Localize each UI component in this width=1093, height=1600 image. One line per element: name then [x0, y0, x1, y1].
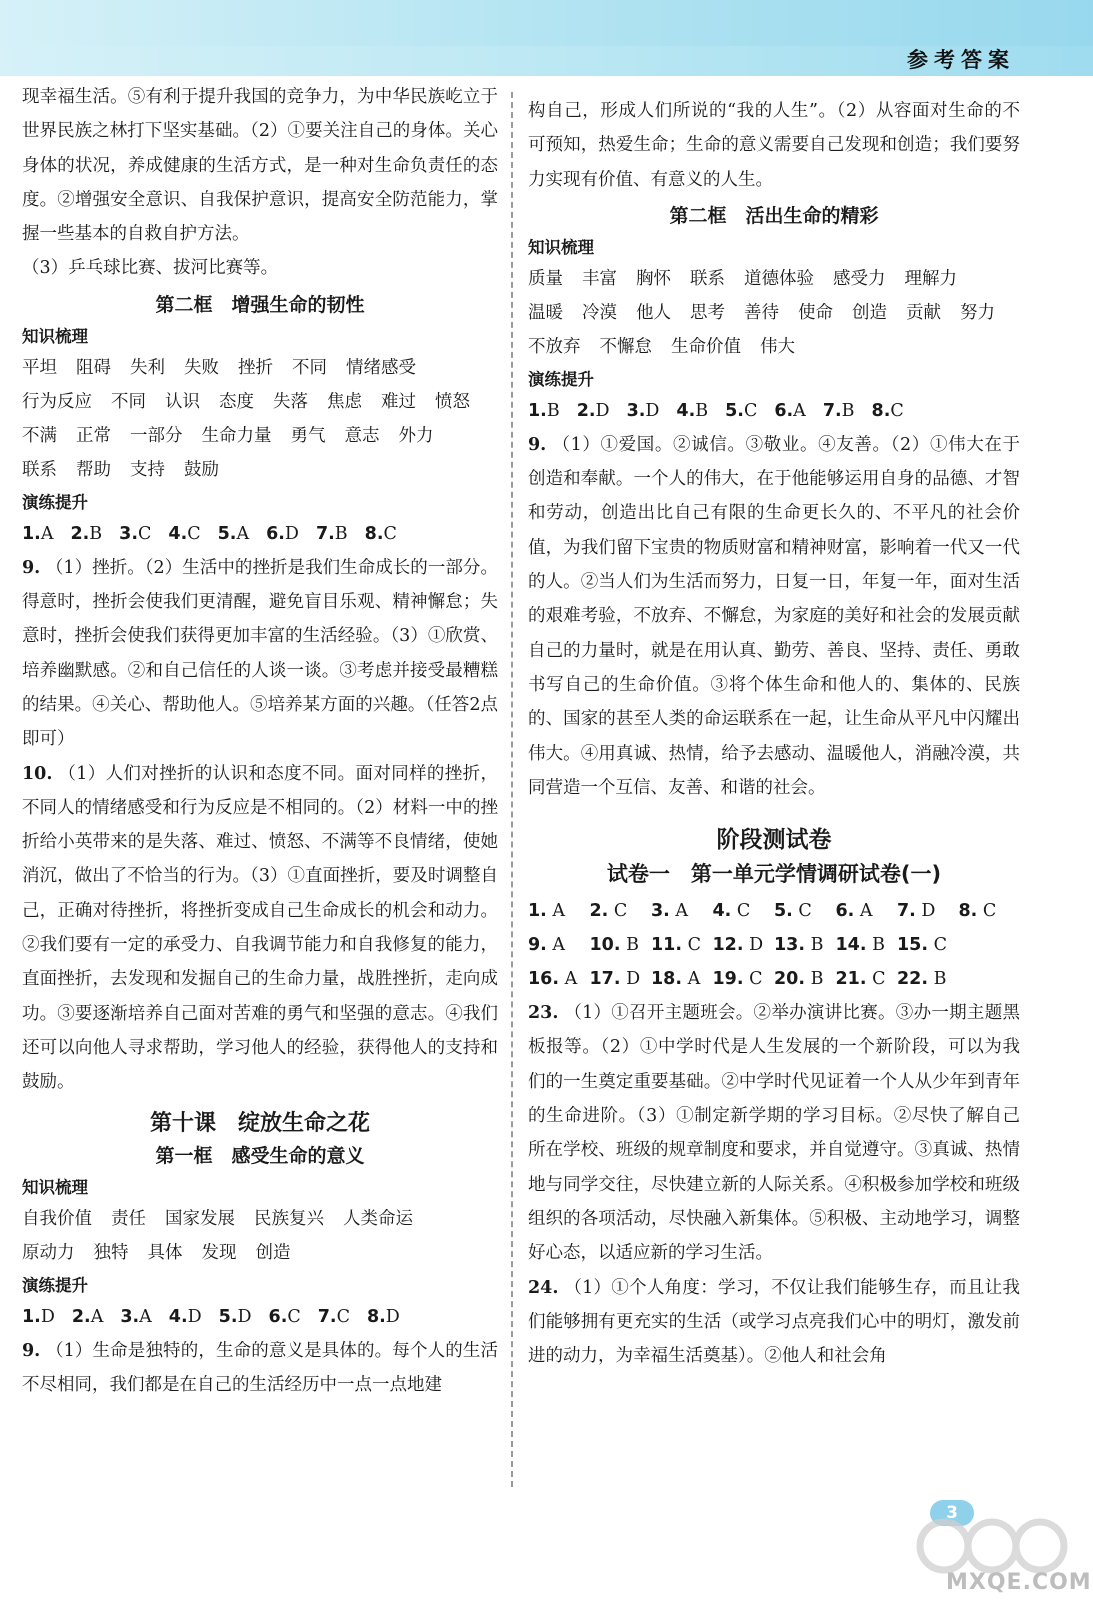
term: 道德体验: [744, 268, 814, 289]
right-column: [528, 94, 1020, 1373]
right-intro-paragraph: 构自己，形成人们所说的“我的人生”。（2）从容面对生命的不可预知，热爱生命；生命的意义需要自己发现和创造；我们要努力实现有价值、有意义的人生。: [528, 101, 1020, 190]
answer-number: 6.: [774, 400, 794, 421]
knowledge-label: 知识梳理: [22, 326, 88, 346]
knowledge-terms: [22, 351, 498, 487]
answer-letter: C: [743, 400, 758, 421]
term: 发现: [201, 1242, 237, 1263]
term: 失败: [184, 357, 219, 378]
answer-item: [774, 394, 805, 428]
term: 国家发展: [165, 1208, 235, 1229]
term: 温暖: [528, 302, 563, 323]
answer-item: [367, 1300, 400, 1334]
term: 贡献: [906, 302, 941, 323]
answer-letter: C: [682, 935, 701, 956]
left-intro-paragraph: 现幸福生活。⑤有利于提升我国的竞争力，为中华民族屹立于世界民族之林打下坚实基础。（2）①要关注自己的身体。关心身体的状况，养成健康的生活方式，是一种对生命负责任的态度。②增强安全意识、自我保护意识，提高安全防范能力，掌握一些基本的自救自护方法。: [22, 87, 498, 245]
answer-number: 1.: [528, 400, 547, 421]
answer-number: 14.: [835, 935, 867, 956]
answer-number: 15.: [897, 935, 929, 956]
answer-letter: D: [915, 901, 936, 922]
answer-number: 3.: [651, 901, 670, 922]
question-23: [528, 996, 1020, 1270]
term: 勇气: [290, 425, 326, 446]
term: 具体: [147, 1242, 183, 1263]
answer-letter: C: [287, 1306, 301, 1327]
answer-item: [897, 962, 959, 996]
section-title-resilience: 第二框 增强生命的韧性: [155, 293, 365, 316]
term: 善待: [744, 302, 779, 323]
term: 态度: [219, 391, 254, 412]
answer-number: 7.: [317, 1306, 337, 1327]
answer-letter: C: [977, 901, 997, 922]
term: 焦虑: [327, 391, 362, 412]
answer-number: 8.: [871, 400, 891, 421]
answer-letter: D: [385, 1306, 400, 1327]
answer-item: [959, 894, 1021, 928]
answer-item: [577, 394, 610, 428]
answer-number: 20.: [774, 969, 806, 990]
answer-number: 5.: [217, 523, 237, 544]
answer-item: [590, 894, 652, 928]
answer-number: 7.: [822, 400, 842, 421]
answer-item: [713, 962, 775, 996]
answer-item: [713, 928, 775, 962]
answer-letter: D: [40, 1306, 55, 1327]
section-title-meaning: 第一框 感受生命的意义: [155, 1144, 365, 1167]
answer-letter: D: [743, 935, 764, 956]
question-text: （1）①个人角度：学习，不仅让我们能够生存，而且让我们能够拥有更充实的生活（或学习点亮我们心中的明灯，激发前进的动力，为幸福生活奠基）。②他人和社会角: [528, 1277, 1020, 1367]
answer-number: 19.: [712, 969, 744, 990]
lesson-title: 第十课 绽放生命之花: [149, 1110, 370, 1136]
page-number: 3: [930, 1500, 974, 1526]
answer-letter: C: [743, 969, 763, 990]
knowledge-label: 知识梳理: [528, 237, 594, 257]
term: 不放弃: [528, 336, 581, 357]
answer-letter: B: [546, 400, 560, 421]
answer-item: [959, 928, 1021, 962]
practice-label: 演练提升: [22, 1275, 88, 1295]
answer-letter: C: [928, 935, 947, 956]
answer-letter: C: [336, 1306, 350, 1327]
choice-answers: [22, 1300, 498, 1334]
term: 思考: [690, 302, 725, 323]
answer-number: 2.: [71, 1306, 91, 1327]
answer-number: 11.: [651, 935, 683, 956]
term: 失利: [130, 357, 165, 378]
term: 理解力: [904, 268, 957, 289]
question-text: （1）生命是独特的，生命的意义是具体的。每个人的生活不尽相同，我们都是在自己的生活经历中一点一点地建: [22, 1340, 498, 1395]
term: 一部分: [130, 425, 183, 446]
knowledge-label: 知识梳理: [22, 1177, 88, 1197]
answer-number: 8.: [364, 523, 384, 544]
answer-letter: A: [90, 1306, 104, 1327]
choice-answers: [528, 394, 1020, 428]
term: 正常: [76, 425, 111, 446]
knowledge-terms: [528, 262, 1020, 364]
answer-number: 9.: [528, 935, 547, 956]
answer-item: [318, 1300, 350, 1334]
answer-number: 5.: [218, 1306, 238, 1327]
term: 支持: [130, 459, 165, 480]
answer-number: 1.: [22, 1306, 41, 1327]
answer-item: [897, 928, 959, 962]
question-number: 9.: [22, 557, 41, 578]
answer-number: 6.: [835, 901, 855, 922]
term: 责任: [111, 1208, 146, 1229]
term: 伟大: [760, 336, 795, 357]
answer-item: [897, 894, 959, 928]
answer-item: [725, 394, 757, 428]
test-choice-answers: [528, 894, 1020, 996]
question-10: [22, 757, 498, 1100]
term: 不满: [22, 425, 57, 446]
answer-item: [169, 1300, 202, 1334]
answer-item: [70, 517, 102, 551]
left-column: [22, 80, 498, 1402]
answer-item: [72, 1300, 103, 1334]
section-title-wonderful: 第二框 活出生命的精彩: [669, 204, 879, 227]
answer-number: 4.: [168, 523, 188, 544]
term: 使命: [798, 302, 833, 323]
answer-number: 1.: [528, 901, 547, 922]
question-9: [528, 428, 1020, 805]
term: 质量: [528, 268, 563, 289]
term: 意志: [344, 425, 380, 446]
question-number: 10.: [22, 763, 53, 784]
answer-letter: C: [608, 901, 628, 922]
left-intro-item3: （3）乒乓球比赛、拔河比赛等。: [22, 258, 279, 279]
answer-letter: C: [731, 901, 751, 922]
answer-letter: A: [559, 969, 578, 990]
answer-number: 17.: [589, 969, 621, 990]
answer-item: [651, 894, 713, 928]
answer-item: [774, 962, 836, 996]
term: 鼓励: [184, 459, 219, 480]
answer-item: [168, 517, 200, 551]
answer-letter: B: [928, 969, 947, 990]
term: 行为反应: [22, 391, 92, 412]
term: 外力: [398, 425, 434, 446]
answer-number: 12.: [712, 935, 744, 956]
answer-number: 2.: [70, 523, 90, 544]
answer-item: [959, 962, 1021, 996]
question-text: （1）挫折。（2）生活中的挫折是我们生命成长的一部分。得意时，挫折会使我们更清醒，避免盲目乐观、精神懈怠；失意时，挫折会使我们获得更加丰富的生活经验。（3）①欣赏、培养幽默感。②和自己信任的人谈一谈。③考虑并接受最糟糕的结果。④关心、帮助他人。⑤培养某方面的兴趣。（任答2点即可）: [22, 557, 498, 750]
answer-item: [528, 962, 590, 996]
term: 不懈怠: [599, 336, 652, 357]
term: 平坦: [22, 357, 57, 378]
answer-letter: D: [237, 1306, 252, 1327]
question-number: 23.: [528, 1003, 559, 1024]
answer-item: [22, 1300, 55, 1334]
answer-item: [120, 1300, 151, 1334]
answer-item: [269, 1300, 301, 1334]
answer-letter: C: [383, 523, 397, 544]
paper-title: 试卷一 第一单元学情调研试卷(一): [606, 862, 942, 887]
answer-letter: C: [138, 523, 152, 544]
answer-letter: D: [187, 1306, 202, 1327]
answer-letter: C: [866, 969, 886, 990]
answer-number: 3.: [626, 400, 646, 421]
answer-number: 8.: [958, 901, 978, 922]
answer-letter: A: [546, 901, 566, 922]
answer-item: [713, 894, 775, 928]
term: 丰富: [582, 268, 617, 289]
answer-number: 2.: [589, 901, 609, 922]
header-label: 参考答案: [907, 48, 1015, 72]
answer-letter: A: [854, 901, 873, 922]
stage-test-title: 阶段测试卷: [716, 827, 832, 854]
answer-item: [316, 517, 348, 551]
term: 阻碍: [76, 357, 111, 378]
answer-item: [119, 517, 151, 551]
term: 不同: [111, 391, 146, 412]
term: 不同: [292, 357, 327, 378]
question-9: [22, 1334, 498, 1403]
term: 失落: [273, 391, 308, 412]
answer-item: [528, 894, 590, 928]
term: 难过: [381, 391, 416, 412]
answer-letter: D: [595, 400, 610, 421]
header-band-stripe: [0, 0, 1093, 46]
term: 创造: [852, 302, 887, 323]
knowledge-terms: [22, 1202, 498, 1270]
answer-letter: A: [139, 1306, 152, 1327]
answer-number: 7.: [315, 523, 335, 544]
term: 独特: [93, 1242, 129, 1263]
answer-letter: C: [792, 901, 812, 922]
answer-letter: A: [793, 400, 806, 421]
answer-letter: B: [805, 969, 824, 990]
term: 挫折: [238, 357, 273, 378]
answer-number: 6.: [266, 523, 285, 544]
answer-item: [590, 962, 652, 996]
answer-number: 4.: [168, 1306, 188, 1327]
term: 生命力量: [201, 425, 272, 446]
question-9: [22, 551, 498, 757]
answer-letter: A: [669, 901, 689, 922]
question-text: （1）①爱国。②诚信。③敬业。④友善。（2）①伟大在于创造和奉献。一个人的伟大，在于他能够运用自身的品德、才智和劳动，创造出比自己有限的生命更长久的、不平凡的社会价值，为我们留下宝贵的物质财富和精神财富，影响着一代又一代的人。②当人们为生活而努力，日复一日，年复一年，面对生活的艰难考验，不放弃、不懈怠，为家庭的美好和社会的发展贡献自己的力量时，就是在用认真、勤劳、善良、坚持、责任、勇敢书写自己的生命价值。③将个体生命和他人的、集体的、民族的、国家的甚至人类的命运联系在一起，让生命从平凡中闪耀出伟大。④用真诚、热情，给予去感动、温暖他人，消融冷漠，共同营造一个互信、友善、和谐的社会。: [528, 434, 1020, 798]
question-text: （1）①召开主题班会。②举办演讲比赛。③办一期主题黑板报等。（2）①中学时代是人生发展的一个新阶段，可以为我们的一生奠定重要基础。②中学时代见证着一个人从少年到青年的生命进阶。（3）①制定新学期的学习目标。②尽快了解自己所在学校、班级的规章制度和要求，并自觉遵守。③真诚、热情地与同学交往，尽快建立新的人际关系。④积极参加学校和班级组织的各项活动，尽快融入新集体。⑤积极、主动地学习，调整好心态，以适应新的学习生活。: [528, 1003, 1020, 1264]
column-divider: [511, 92, 513, 1487]
answer-item: [651, 962, 713, 996]
answer-item: [836, 928, 898, 962]
answer-item: [590, 928, 652, 962]
term: 联系: [22, 459, 57, 480]
answer-item: [266, 517, 299, 551]
answer-letter: B: [334, 523, 348, 544]
question-number: 24.: [528, 1277, 559, 1298]
answer-number: 1.: [22, 523, 41, 544]
term: 他人: [636, 302, 671, 323]
answer-number: 4.: [676, 400, 696, 421]
answer-item: [676, 394, 708, 428]
answer-letter: B: [620, 935, 639, 956]
question-24: [528, 1271, 1020, 1374]
answer-item: [528, 928, 590, 962]
answer-letter: C: [187, 523, 201, 544]
answer-letter: B: [89, 523, 103, 544]
answer-item: [651, 928, 713, 962]
answer-number: 3.: [120, 1306, 140, 1327]
term: 人类命运: [343, 1208, 413, 1229]
answer-letter: A: [546, 935, 566, 956]
answer-number: 21.: [835, 969, 867, 990]
answer-item: [774, 928, 836, 962]
answer-item: [823, 394, 855, 428]
answer-number: 18.: [651, 969, 683, 990]
answer-number: 5.: [725, 400, 744, 421]
answer-item: [627, 394, 660, 428]
answer-number: 7.: [897, 901, 916, 922]
answer-number: 2.: [576, 400, 596, 421]
answer-number: 5.: [774, 901, 793, 922]
answer-number: 4.: [712, 901, 732, 922]
answer-letter: A: [236, 523, 250, 544]
question-number: 9.: [528, 434, 547, 455]
answer-number: 8.: [366, 1306, 386, 1327]
answer-item: [774, 894, 836, 928]
question-number: 9.: [22, 1340, 41, 1361]
answer-number: 3.: [119, 523, 138, 544]
term: 原动力: [22, 1242, 75, 1263]
answer-item: [836, 894, 898, 928]
answer-item: [219, 1300, 252, 1334]
answer-letter: B: [841, 400, 855, 421]
practice-label: 演练提升: [22, 492, 88, 512]
term: 情绪感受: [346, 357, 416, 378]
answer-item: [365, 517, 397, 551]
watermark-text: MXQE.COM: [946, 1570, 1092, 1595]
answer-number: 22.: [897, 969, 929, 990]
answer-letter: D: [620, 969, 641, 990]
practice-label: 演练提升: [528, 369, 594, 389]
term: 自我价值: [22, 1208, 92, 1229]
choice-answers: [22, 517, 498, 551]
term: 民族复兴: [254, 1208, 324, 1229]
term: 创造: [255, 1242, 291, 1263]
term: 感受力: [833, 268, 886, 289]
answer-letter: C: [890, 400, 904, 421]
term: 努力: [960, 302, 995, 323]
answer-item: [22, 517, 53, 551]
answer-number: 16.: [528, 969, 560, 990]
answer-letter: A: [682, 969, 701, 990]
answer-letter: D: [645, 400, 660, 421]
answer-letter: B: [805, 935, 824, 956]
answer-letter: D: [284, 523, 299, 544]
term: 冷漠: [582, 302, 617, 323]
answer-letter: B: [866, 935, 885, 956]
term: 帮助: [76, 459, 111, 480]
answer-item: [218, 517, 249, 551]
answer-item: [528, 394, 560, 428]
term: 生命价值: [671, 336, 741, 357]
term: 联系: [690, 268, 725, 289]
answer-number: 6.: [268, 1306, 288, 1327]
answer-letter: B: [695, 400, 709, 421]
answer-letter: A: [40, 523, 54, 544]
term: 胸怀: [636, 268, 671, 289]
answer-item: [836, 962, 898, 996]
question-text: （1）人们对挫折的认识和态度不同。面对同样的挫折，不同人的情绪感受和行为反应是不相同的。（2）材料一中的挫折给小英带来的是失落、难过、愤怒、不满等不良情绪，使她消沉，做出了不恰当的行为。（3）①直面挫折，要及时调整自己，正确对待挫折，将挫折变成自己生命成长的机会和动力。②我们要有一定的承受力、自我调节能力和自我修复的能力，直面挫折，去发现和发掘自己的生命力量，战胜挫折，走向成功。③要逐渐培养自己面对苦难的勇气和坚强的意志。④我们还可以向他人寻求帮助，学习他人的经验，获得他人的支持和鼓励。: [22, 763, 498, 1093]
answer-number: 10.: [589, 935, 621, 956]
term: 认识: [165, 391, 200, 412]
answer-item: [872, 394, 904, 428]
answer-number: 13.: [774, 935, 806, 956]
term: 愤怒: [435, 391, 470, 412]
